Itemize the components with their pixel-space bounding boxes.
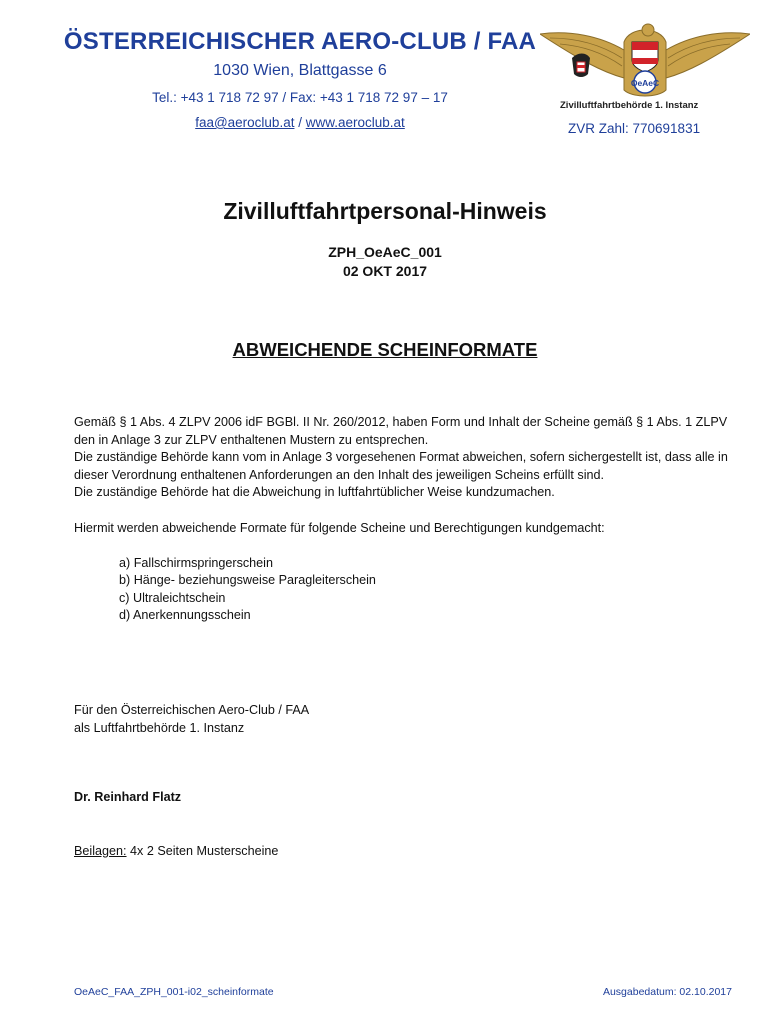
license-list [74,555,739,625]
attachments-value: 4x 2 Seiten Musterscheine [126,844,279,858]
organization-phone: Tel.: +43 1 718 72 97 / Fax: +43 1 718 72 97 – 17 [152,90,448,105]
paragraph: Die zuständige Behörde kann vom in Anlage 3 vorgesehenen Format abweichen, sofern sichergestellt ist, dass alle in dieser Verordnung enthaltenen Anforderungen an den Inhalt des jeweiligen Scheins erfüllt sind. [74,450,728,482]
list-item: b) Hänge- beziehungsweise Paragleiterschein [119,573,376,588]
list-item: c) Ultraleichtschein [119,590,226,605]
website-link[interactable]: www.aeroclub.at [305,115,405,130]
right-wing [666,33,750,78]
signature-block [74,702,309,737]
link-separator: / [294,115,306,130]
list-intro: Hiermit werden abweichende Formate für folgende Scheine und Berechtigungen kundgemacht: [74,520,605,535]
email-link[interactable]: faa@aeroclub.at [195,115,295,130]
organization-links [40,115,560,130]
document-title: Zivilluftfahrtpersonal-Hinweis [223,198,547,224]
organization-address: 1030 Wien, Blattgasse 6 [213,62,387,79]
eagle-logo-icon [540,20,750,100]
footer-filename: OeAeC_FAA_ZPH_001-i02_scheinformate [74,986,274,998]
paragraph: Die zuständige Behörde hat die Abweichung in luftfahrtüblicher Weise kundzumachen. [74,485,555,500]
document-date: 02 OKT 2017 [342,263,428,279]
list-item: d) Anerkennungsschein [119,608,251,623]
attachments [74,844,278,858]
sign-line: Für den Österreichischen Aero-Club / FAA [74,703,310,717]
attachments-label: Beilagen: [74,844,127,858]
letterhead [0,28,560,130]
list-item: a) Fallschirmspringerschein [119,555,273,570]
footer-issue-date: Ausgabedatum: 02.10.2017 [602,986,732,998]
section-title: ABWEICHENDE SCHEINFORMATE [232,339,538,360]
paragraph: Gemäß § 1 Abs. 4 ZLPV 2006 idF BGBl. II Nr. 260/2012, haben Form und Inhalt der Scheine gemäß § 1 Abs. 1 ZLPV den in Anlage 3 zur ZLPV enthaltenen Mustern zu entsprechen. [74,415,728,447]
sign-line: als Luftfahrtbehörde 1. Instanz [74,720,245,735]
logo-text: OeAeC [630,78,660,88]
document-body [74,414,739,625]
austrian-eagle-icon [572,54,590,78]
authority-label: Zivilluftfahrtbehörde 1. Instanz [560,100,699,111]
document-code-block [0,243,770,281]
signer-name: Dr. Reinhard Flatz [74,790,182,804]
document-code: ZPH_OeAeC_001 [328,244,442,260]
zvr-number: ZVR Zahl: 770691831 [568,121,701,136]
organization-name: ÖSTERREICHISCHER AERO-CLUB / FAA [63,28,537,55]
